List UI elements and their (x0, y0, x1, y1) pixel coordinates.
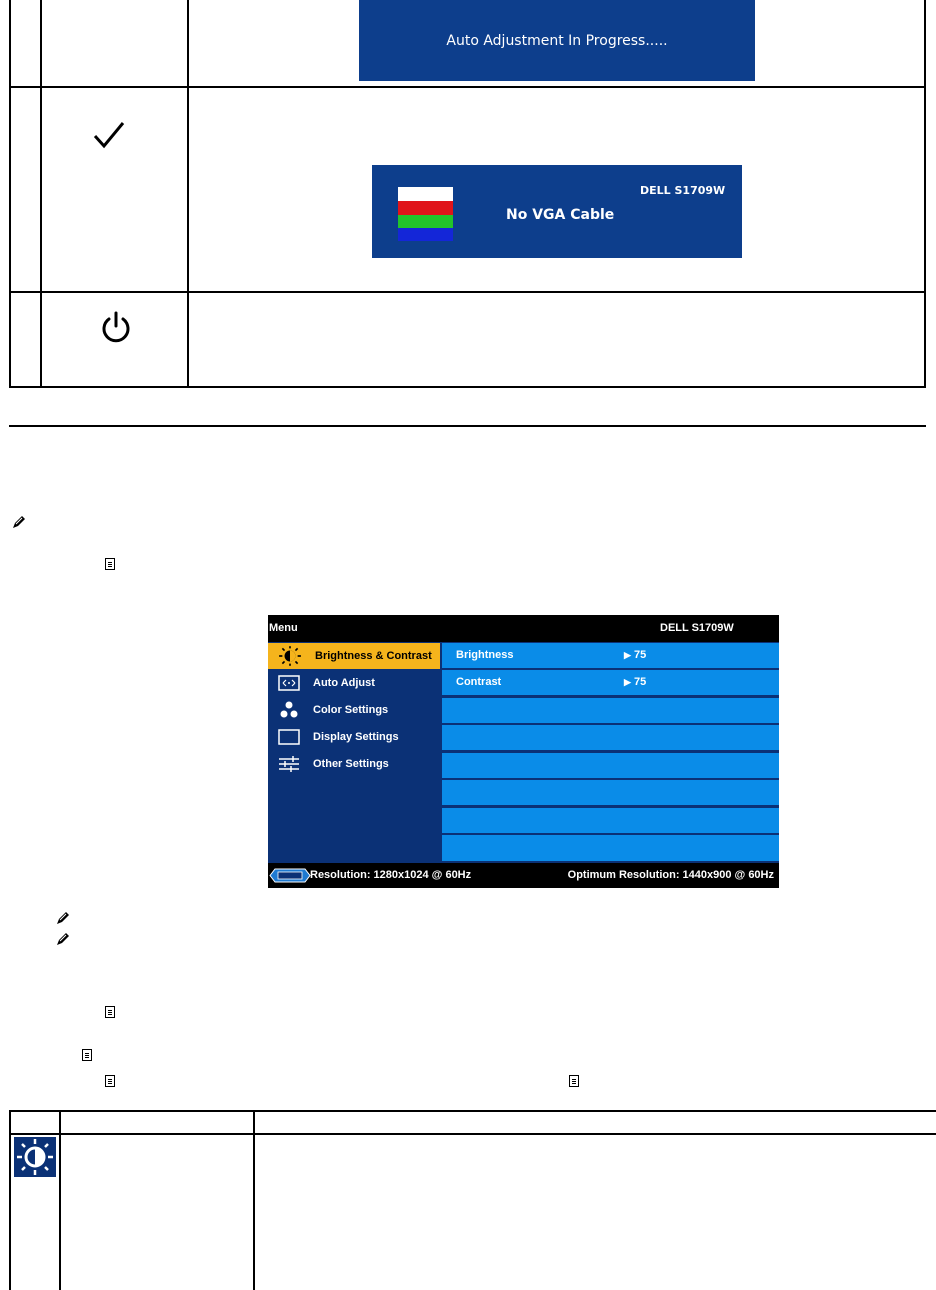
arrow-right-icon: ▶ (624, 677, 631, 687)
menu-item-brightness-contrast[interactable] (268, 643, 440, 669)
empty-row (442, 698, 779, 723)
setting-value: ▶ 75 (624, 649, 647, 661)
menu-button-icon (105, 1006, 115, 1018)
menu-item-label: Brightness & Contrast (315, 650, 432, 662)
menu-item-other-settings[interactable] (268, 751, 440, 777)
no-vga-cable-banner (372, 165, 742, 258)
other-settings-icon (278, 755, 300, 773)
auto-adjust-icon (278, 674, 300, 692)
menu-button-icon (105, 1075, 115, 1087)
menu-item-label: Auto Adjust (313, 677, 375, 689)
osd-header (268, 615, 779, 642)
osd-main-menu (268, 615, 779, 888)
arrow-right-icon: ▶ (624, 650, 631, 660)
power-icon (100, 311, 132, 345)
auto-adjust-banner (359, 0, 755, 81)
note-icon (11, 514, 27, 530)
menu-item-label: Display Settings (313, 731, 399, 743)
menu-item-color-settings[interactable] (268, 697, 440, 723)
optimum-resolution: Optimum Resolution: 1440x900 @ 60Hz (567, 869, 774, 881)
menu-button-icon (569, 1075, 579, 1087)
color-settings-icon (278, 701, 300, 719)
menu-item-auto-adjust[interactable] (268, 670, 440, 696)
menu-item-label: Other Settings (313, 758, 389, 770)
auto-adjust-message: Auto Adjustment In Progress..... (446, 33, 668, 49)
menu-button-icon (82, 1049, 92, 1061)
color-bars-icon (398, 187, 453, 241)
empty-row (442, 808, 779, 833)
empty-row (442, 753, 779, 778)
empty-row (442, 725, 779, 750)
osd-header-title: Menu (269, 622, 298, 634)
brightness-row[interactable] (442, 643, 779, 668)
banner-message: No VGA Cable (506, 207, 615, 223)
setting-label: Brightness (456, 649, 514, 661)
empty-row (442, 780, 779, 805)
menu-button-icon (105, 558, 115, 570)
menu-item-display-settings[interactable] (268, 724, 440, 750)
brightness-contrast-tile-icon (14, 1137, 56, 1177)
setting-label: Contrast (456, 676, 502, 688)
osd-header-model: DELL S1709W (660, 622, 734, 634)
section-divider (9, 425, 926, 427)
note-icon (55, 931, 71, 947)
brightness-icon (278, 646, 302, 666)
setting-value: ▶ 75 (624, 676, 647, 688)
menu-item-label: Color Settings (313, 704, 389, 716)
current-resolution: Resolution: 1280x1024 @ 60Hz (310, 869, 472, 881)
contrast-row[interactable] (442, 670, 779, 695)
banner-model: DELL S1709W (640, 184, 726, 197)
vga-connector-icon (269, 868, 311, 883)
empty-row (442, 835, 779, 861)
osd-footer (268, 863, 779, 888)
checkmark-icon (93, 120, 125, 150)
note-icon (55, 910, 71, 926)
display-settings-icon (278, 728, 300, 746)
